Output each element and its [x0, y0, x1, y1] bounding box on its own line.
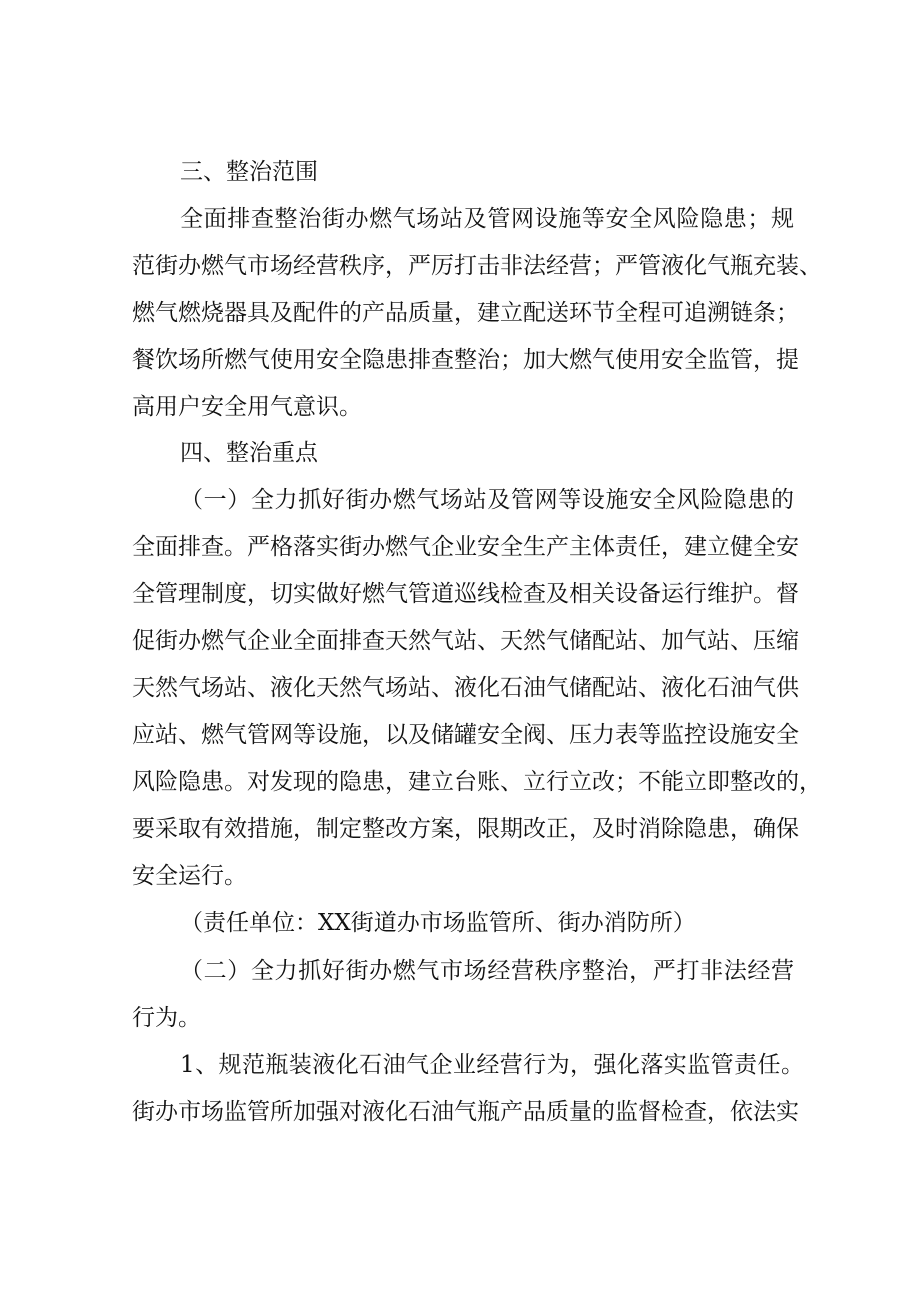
paragraph-line: 全管理制度，切实做好燃气管道巡线检查及相关设备运行维护。督: [132, 581, 799, 607]
paragraph-line: 全面排查。严格落实街办燃气企业安全生产主体责任，建立健全安: [132, 534, 799, 560]
paragraph-line: 高用户安全用气意识。: [132, 394, 362, 420]
paragraph-line: 行为。: [132, 1005, 201, 1031]
paragraph-line: 应站、燃气管网等设施，以及储罐安全阀、压力表等监控设施安全: [132, 722, 799, 748]
numbered-item-1: 1、规范瓶装液化石油气企业经营行为，强化落实监管责任。: [180, 1052, 804, 1078]
section-heading-scope: 三、整治范围: [180, 159, 318, 185]
subsection-heading-1: （一）全力抓好街办燃气场站及管网等设施安全风险隐患的: [180, 487, 794, 513]
subsection-heading-2: （二）全力抓好街办燃气市场经营秩序整治，严打非法经营: [180, 958, 794, 984]
responsible-unit-note: （责任单位：XX街道办市场监管所、街办消防所）: [180, 910, 696, 936]
section-heading-focus: 四、整治重点: [180, 440, 318, 466]
paragraph-line: 范街办燃气市场经营秩序，严厉打击非法经营；严管液化气瓶充装、: [132, 253, 822, 279]
paragraph-line: 天然气场站、液化天然气场站、液化石油气储配站、液化石油气供: [132, 675, 799, 701]
paragraph-line: 全面排查整治街办燃气场站及管网设施等安全风险隐患；规: [180, 206, 794, 232]
paragraph-line: 要采取有效措施，制定整改方案，限期改正，及时消除隐患，确保: [132, 816, 799, 842]
paragraph-line: 餐饮场所燃气使用安全隐患排查整治；加大燃气使用安全监管，提: [132, 347, 799, 373]
paragraph-line: 街办市场监管所加强对液化石油气瓶产品质量的监督检查，依法实: [132, 1099, 799, 1125]
paragraph-line: 风险隐患。对发现的隐患，建立台账、立行立改；不能立即整改的，: [132, 769, 822, 795]
paragraph-line: 燃气燃烧器具及配件的产品质量，建立配送环节全程可追溯链条；: [132, 300, 799, 326]
paragraph-line: 安全运行。: [132, 863, 247, 889]
paragraph-line: 促街办燃气企业全面排查天然气站、天然气储配站、加气站、压缩: [132, 628, 799, 654]
